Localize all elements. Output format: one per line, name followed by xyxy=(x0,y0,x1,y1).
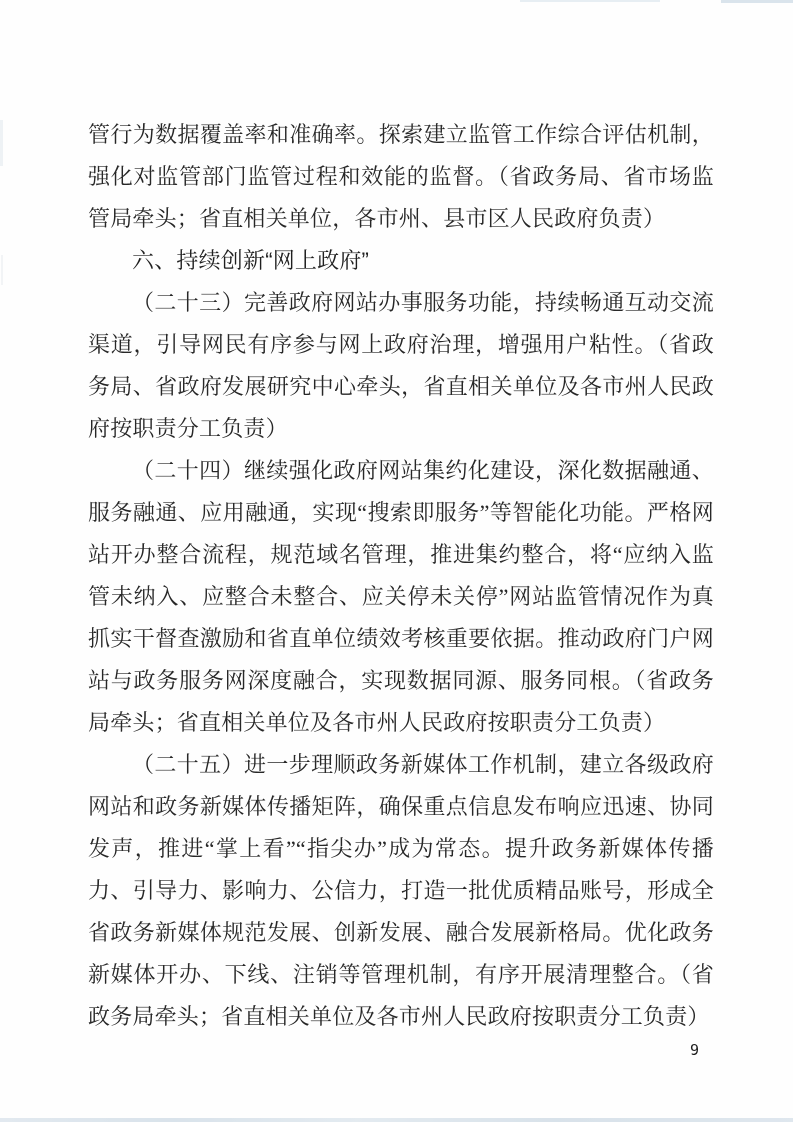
scan-artifact-top-right-edge xyxy=(721,0,793,3)
scan-artifact-top-edge xyxy=(520,0,660,2)
paragraph-continuation: 管行为数据覆盖率和准确率。探索建立监管工作综合评估机制，强化对监管部门监管过程和效能的监督。（省政务局、省市场监管局牵头；省直相关单位，各市州、县市区人民政府负责） xyxy=(88,122,714,231)
paragraph-item-25: （二十五）进一步理顺政务新媒体工作机制，建立各级政府网站和政务新媒体传播矩阵，确保重点信息发布响应迅速、协同发声，推进“掌上看”“指尖办”成为常态。提升政务新媒体传播力、引导力、影响力、公信力，打造一批优质精品账号，形成全省政务新媒体规范发展、创新发展、融合发展新格局。优化政务新媒体开办、下线、注销等管理机制，有序开展清理整合。（省政务局牵头；省直相关单位及各市州人民政府按职责分工负责） xyxy=(88,752,714,1029)
paragraph-item-24: （二十四）继续强化政府网站集约化建设，深化数据融通、服务融通、应用融通，实现“搜索即服务”等智能化功能。严格网站开办整合流程，规范域名管理，推进集约整合，将“应纳入监管未纳入、应整合未整合、应关停未关停”网站监管情况作为真抓实干督查激励和省直单位绩效考核重要依据。推动政府门户网站与政务服务网深度融合，实现数据同源、服务同根。（省政务局牵头；省直相关单位及各市州人民政府按职责分工负责） xyxy=(88,458,714,735)
scan-artifact-left-speck xyxy=(0,120,3,166)
page-number: 9 xyxy=(690,1041,700,1059)
scan-artifact-left-speck-2 xyxy=(1,255,3,285)
scan-artifact-bottom-edge xyxy=(0,1118,793,1122)
paragraph-item-23: （二十三）完善政府网站办事服务功能，持续畅通互动交流渠道，引导网民有序参与网上政府治理，增强用户粘性。（省政务局、省政府发展研究中心牵头，省直相关单位及各市州人民政府按职责分工负责） xyxy=(88,290,714,441)
section-heading: 六、持续创新“网上政府” xyxy=(132,248,370,273)
document-text-block xyxy=(88,114,714,1038)
